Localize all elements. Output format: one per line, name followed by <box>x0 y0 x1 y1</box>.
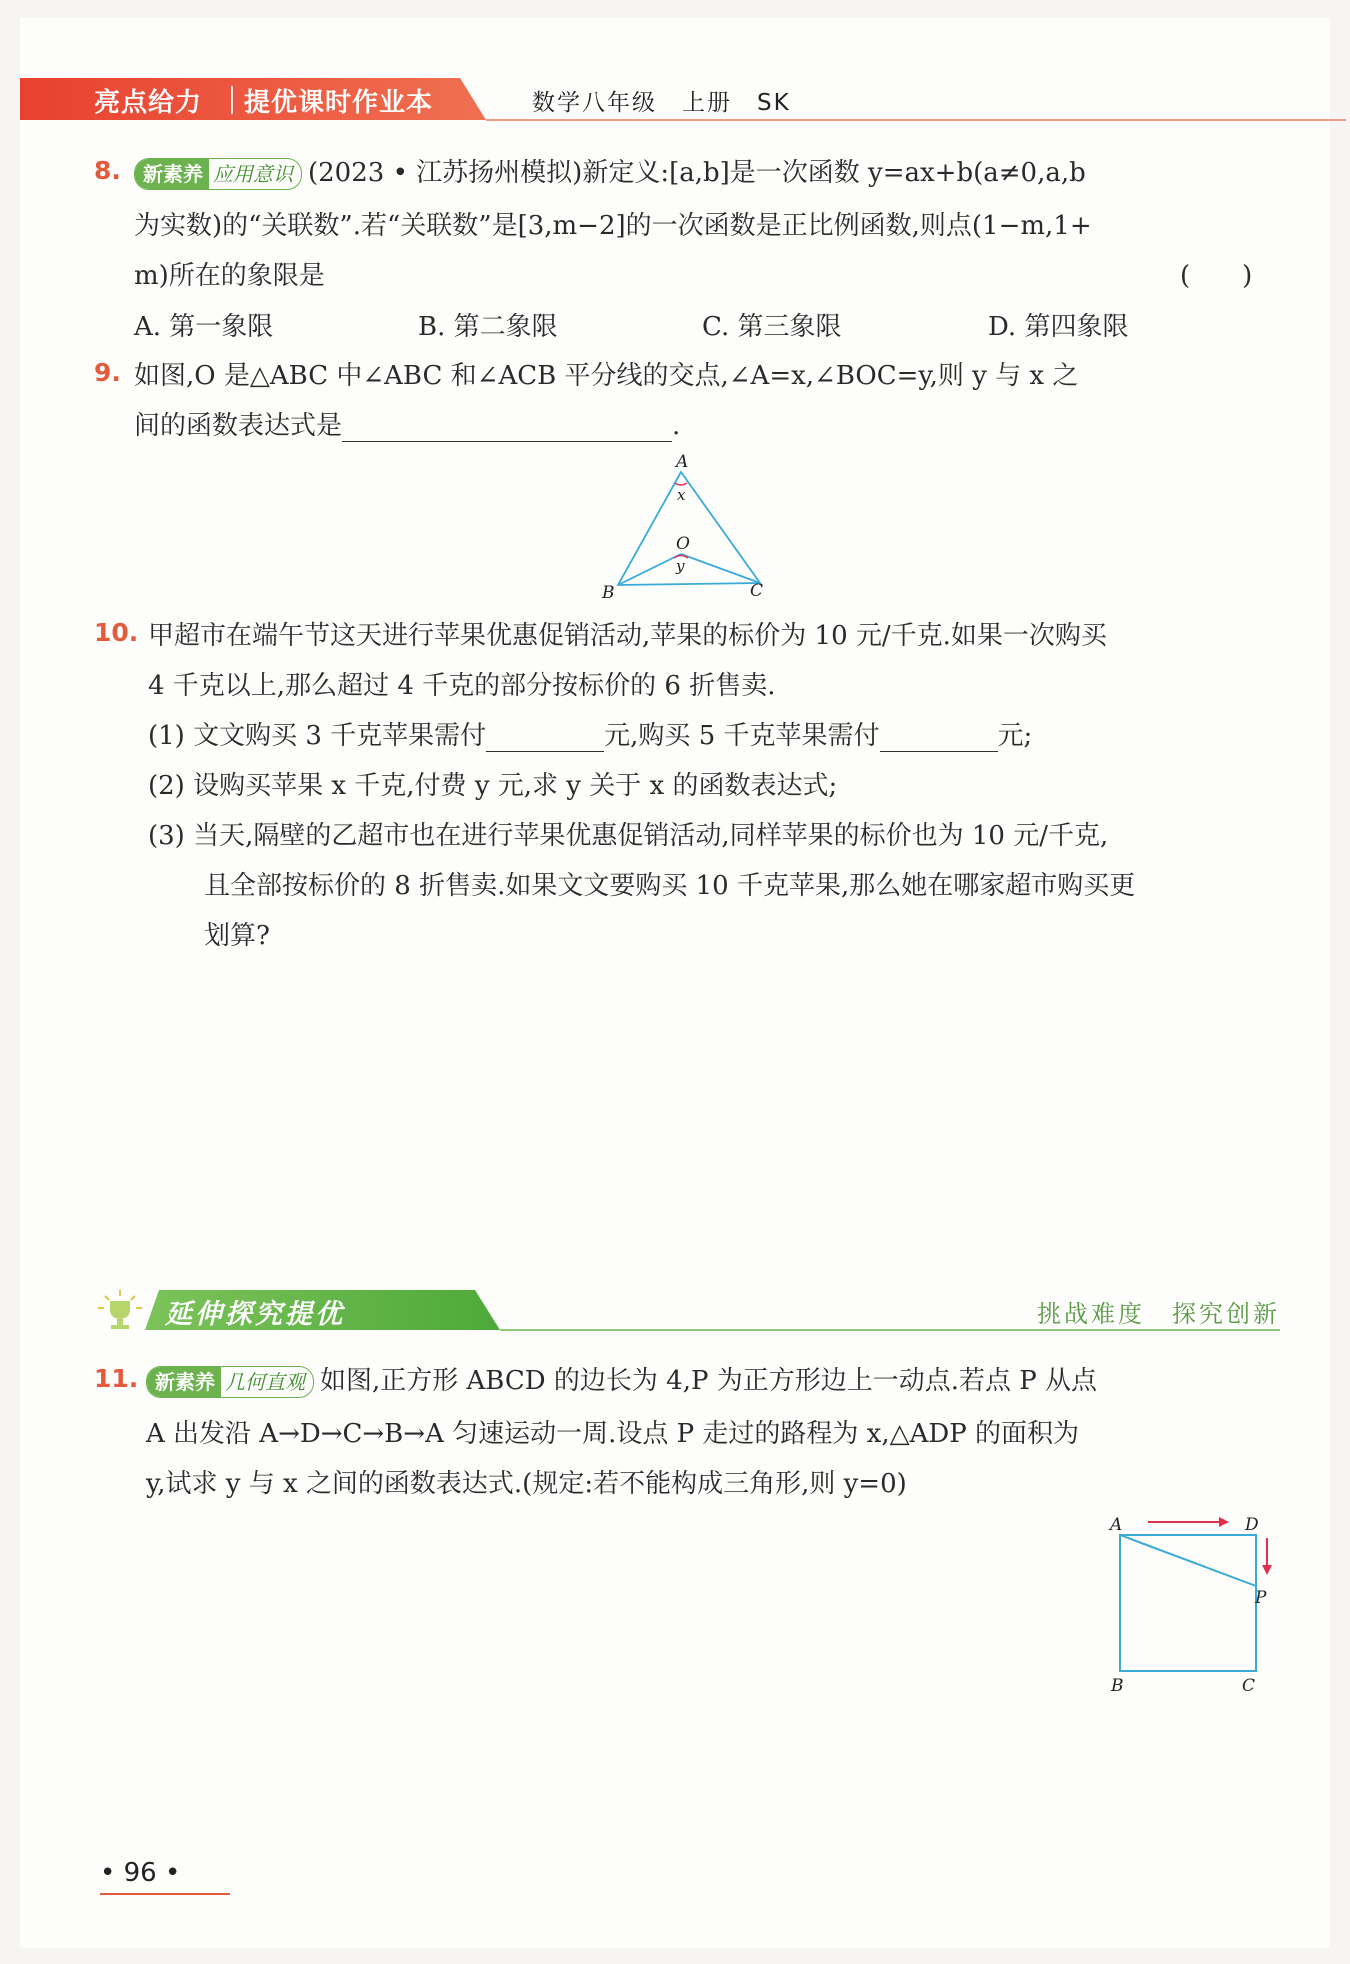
label-c: C <box>750 581 764 601</box>
section-subtitle: 挑战难度 探究创新 <box>1037 1300 1280 1328</box>
section-header <box>95 1284 1280 1334</box>
q9-answer-blank[interactable] <box>342 413 672 442</box>
q10-number: 10. <box>94 618 139 647</box>
q10-line1: 甲超市在端午节这天进行苹果优惠促销活动,苹果的标价为 10 元/千克.如果一次购买 <box>148 621 1107 651</box>
label-a: A <box>1110 1515 1123 1535</box>
q10-part3-line1: (3) 当天,隔壁的乙超市也在进行苹果优惠促销活动,同样苹果的标价也为 10 元/千克, <box>148 821 1109 851</box>
q8-tag-b: 应用意识 <box>213 162 293 186</box>
q8-line2: 为实数)的“关联数”.若“关联数”是[3,m−2]的一次函数是正比例函数,则点(1−m,1+ <box>134 211 1092 241</box>
q9-end: . <box>672 411 681 441</box>
q8-option-b: B. 第二象限 <box>418 312 558 342</box>
q10-p1b: 元,购买 5 千克苹果需付 <box>604 721 880 751</box>
angle-a-arc <box>675 483 687 485</box>
segment-ap <box>1120 1535 1256 1586</box>
q9-number: 9. <box>94 358 121 387</box>
q8-option-c: C. 第三象限 <box>702 312 842 342</box>
brand-title: 亮点给力 <box>94 88 203 118</box>
label-d: D <box>1245 1515 1259 1535</box>
header-divider <box>231 86 233 114</box>
q8-tag-a: 新素养 <box>135 159 209 189</box>
q9-text2: 间的函数表达式是 <box>134 411 343 441</box>
q10-blank-2[interactable] <box>880 723 998 752</box>
q10-part2: (2) 设购买苹果 x 千克,付费 y 元,求 y 关于 x 的函数表达式; <box>148 771 838 801</box>
label-y: y <box>676 557 685 575</box>
q8-line3: m)所在的象限是 <box>134 261 325 291</box>
q11-tag <box>146 1366 314 1398</box>
label-o: O <box>676 534 690 554</box>
q11-line2: A 出发沿 A→D→C→B→A 匀速运动一周.设点 P 走过的路程为 x,△ADP 的面积为 <box>146 1419 1079 1449</box>
q11-line1 <box>146 1360 1097 1398</box>
q10-part3-line3: 划算? <box>204 921 270 951</box>
section-title: 延伸探究提优 <box>165 1299 345 1330</box>
q8-tag <box>134 158 302 190</box>
label-a: A <box>676 452 689 472</box>
label-b: B <box>1111 1676 1124 1696</box>
q10-blank-1[interactable] <box>486 723 604 752</box>
q11-line3: y,试求 y 与 x 之间的函数表达式.(规定:若不能构成三角形,则 y=0) <box>146 1469 907 1499</box>
q9-line2 <box>134 405 680 442</box>
subject-label: 数学八年级 上册 SK <box>532 90 791 116</box>
q11-square-figure <box>1105 1508 1285 1698</box>
section-rule <box>500 1329 1280 1331</box>
q8-option-d: D. 第四象限 <box>988 312 1129 342</box>
q10-p1a: (1) 文文购买 3 千克苹果需付 <box>148 721 487 751</box>
q11-tag-b: 几何直观 <box>225 1370 305 1394</box>
header-rule <box>486 119 1346 121</box>
q10-line2: 4 千克以上,那么超过 4 千克的部分按标价的 6 折售卖. <box>148 671 776 701</box>
page-header <box>20 78 1330 120</box>
q10-part3-line2: 且全部按标价的 8 折售卖.如果文文要购买 10 千克苹果,那么她在哪家超市购买更 <box>204 871 1136 901</box>
triangle-abc <box>618 472 760 585</box>
q8-text1: (2023 • 江苏扬州模拟)新定义:[a,b]是一次函数 y=ax+b(a≠0,a,b <box>308 158 1086 188</box>
q10-part1 <box>148 715 1032 752</box>
label-x: x <box>677 486 686 504</box>
series-title: 提优课时作业本 <box>244 88 434 118</box>
q11-tag-a: 新素养 <box>147 1367 221 1397</box>
page-number: • 96 • <box>100 1858 181 1888</box>
q8-line1 <box>134 152 1086 190</box>
arrow-head-down-icon <box>1262 1565 1272 1575</box>
q9-triangle-figure <box>590 450 780 605</box>
q8-option-a: A. 第一象限 <box>134 312 274 342</box>
page-number-rule <box>100 1893 230 1895</box>
label-c: C <box>1242 1676 1256 1696</box>
arrow-head-right-icon <box>1219 1517 1229 1527</box>
q9-line1: 如图,O 是△ABC 中∠ABC 和∠ACB 平分线的交点,∠A=x,∠BOC=y,则 y 与 x 之 <box>134 361 1079 391</box>
label-p: P <box>1255 1588 1267 1608</box>
q10-p1c: 元; <box>997 721 1033 751</box>
bisector-co <box>681 554 760 583</box>
label-b: B <box>602 583 615 603</box>
q8-number: 8. <box>94 156 121 185</box>
q11-number: 11. <box>94 1364 139 1393</box>
trophy-icon <box>95 1288 145 1332</box>
q8-answer-paren: ( ) <box>1180 261 1253 291</box>
square-abcd <box>1120 1535 1256 1671</box>
q11-text1: 如图,正方形 ABCD 的边长为 4,P 为正方形边上一动点.若点 P 从点 <box>320 1366 1098 1396</box>
